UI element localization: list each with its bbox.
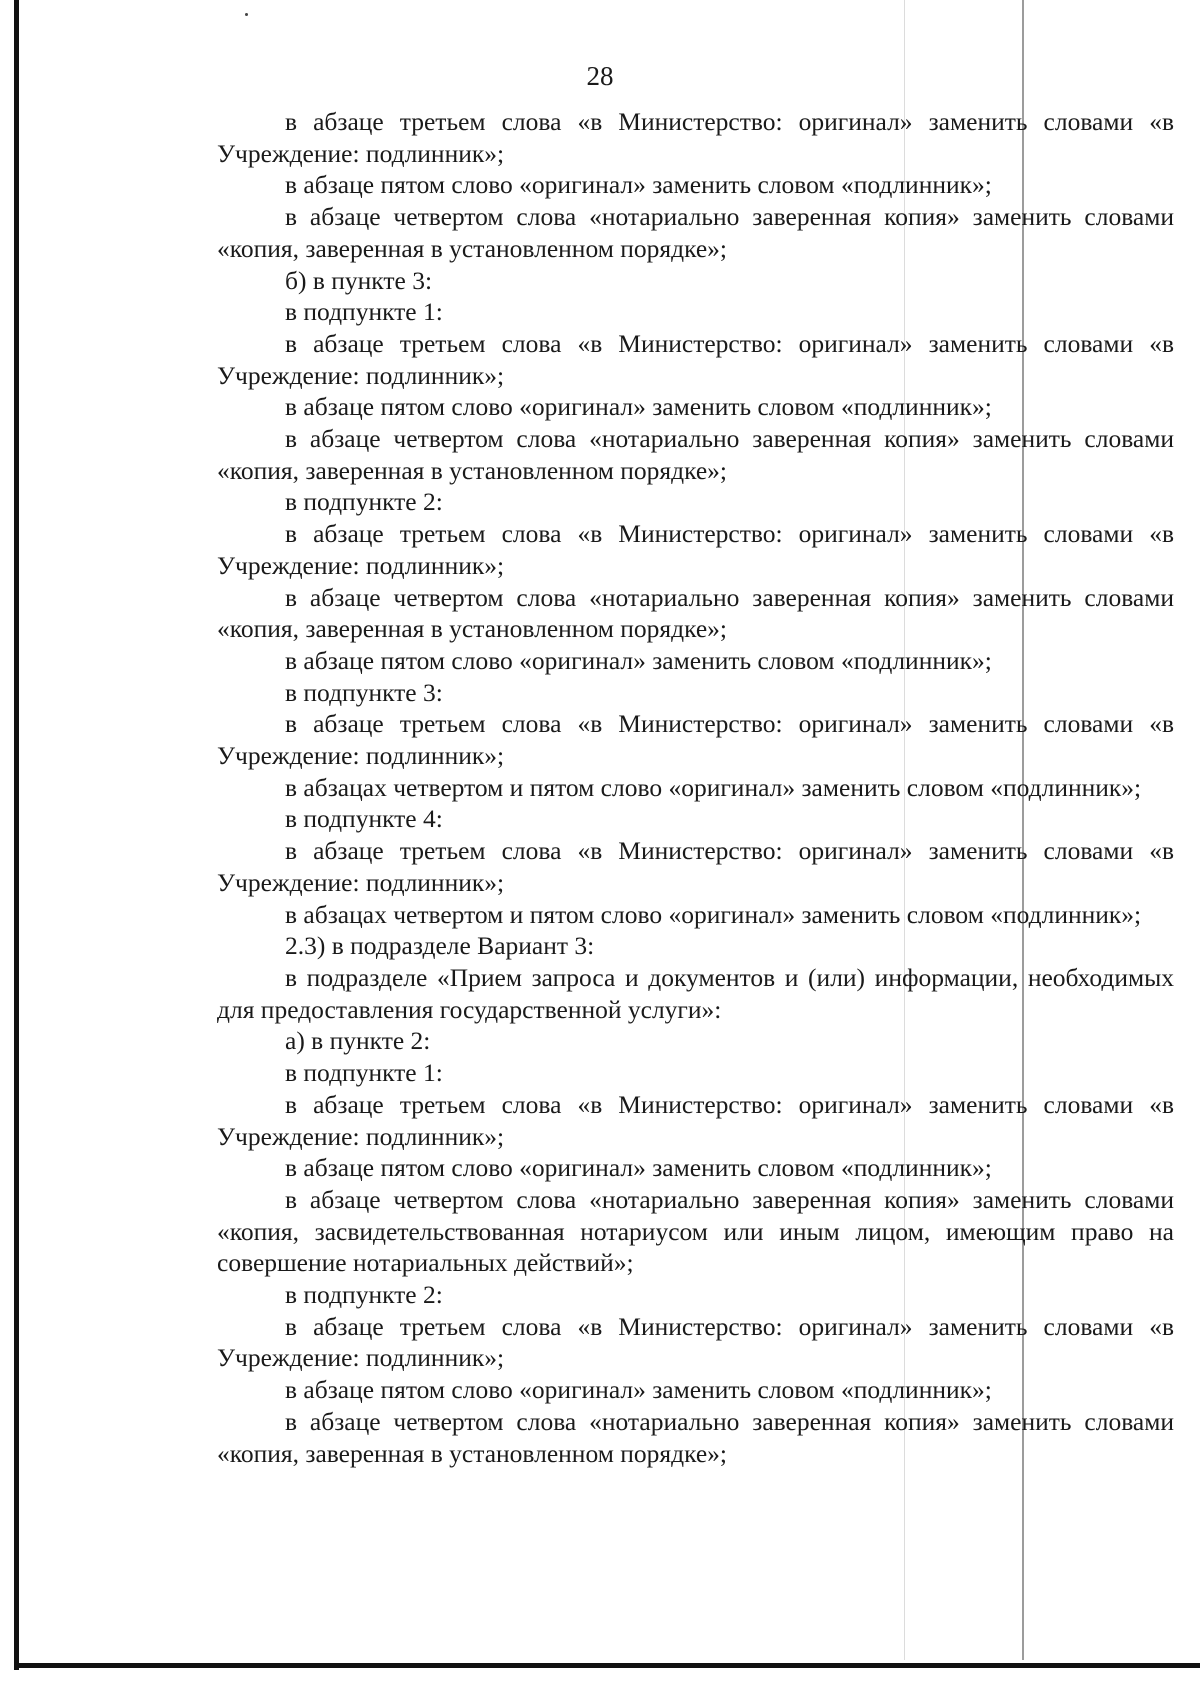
paragraph: в абзаце пятом слово «оригинал» заменить словом «подлинник»;	[285, 645, 992, 675]
paragraph: в абзаце третьем слова «в Министерство: оригинал» заменить словами «в Учреждение: подлинник»;	[217, 1089, 1174, 1151]
paragraph: в подпункте 2:	[285, 487, 443, 517]
paragraph: а) в пункте 2:	[285, 1026, 431, 1056]
paragraph: в подпункте 1:	[285, 1058, 443, 1088]
paragraph: в подпункте 4:	[285, 804, 443, 834]
paragraph: в абзаце четвертом слова «нотариально заверенная копия» заменить словами «копия, заверенная в установленном порядке»;	[217, 582, 1174, 644]
paragraph: в подпункте 3:	[285, 677, 443, 707]
paragraph: в абзаце четвертом слова «нотариально заверенная копия» заменить словами «копия, заверенная в установленном порядке»;	[217, 424, 1174, 485]
paragraph: в абзаце пятом слово «оригинал» заменить словом «подлинник»;	[285, 1375, 992, 1405]
paragraph: в подпункте 2:	[285, 1280, 443, 1310]
paragraph: в абзаце пятом слово «оригинал» заменить словом «подлинник»;	[285, 1153, 992, 1183]
scan-edge-left	[14, 0, 19, 1670]
paragraph: в абзаце пятом слово «оригинал» заменить словом «подлинник»;	[285, 392, 992, 422]
paragraph: в абзацах четвертом и пятом слово «оригинал» заменить словом «подлинник»;	[285, 772, 1142, 802]
paragraph: в абзаце четвертом слова «нотариально заверенная копия» заменить словами «копия, заверенная в установленном порядке»;	[217, 202, 1174, 263]
paragraph: в подразделе «Прием запроса и документов и (или) информации, необходимых для предоставления государственной услуги»:	[217, 962, 1174, 1024]
document-body	[217, 106, 1174, 1469]
paragraph: в подпункте 1:	[285, 297, 443, 327]
scan-edge-bottom	[14, 1663, 1200, 1668]
paragraph: в абзаце третьем слова «в Министерство: оригинал» заменить словами «в Учреждение: подлинник»;	[217, 1311, 1174, 1373]
paragraph: в абзаце третьем слова «в Министерство: оригинал» заменить словами «в Учреждение: подлинник»;	[217, 107, 1174, 168]
page-number: 28	[586, 61, 614, 91]
paragraph: в абзаце третьем слова «в Министерство: оригинал» заменить словами «в Учреждение: подлинник»;	[217, 709, 1174, 771]
paragraph: в абзаце пятом слово «оригинал» заменить словом «подлинник»;	[285, 170, 992, 200]
paragraph: в абзаце третьем слова «в Министерство: оригинал» заменить словами «в Учреждение: подлинник»;	[217, 328, 1174, 390]
scan-speck	[245, 13, 248, 16]
paragraph: в абзацах четвертом и пятом слово «оригинал» заменить словом «подлинник»;	[285, 899, 1142, 929]
paragraph: в абзаце четвертом слова «нотариально заверенная копия» заменить словами «копия, засвидетельствованная нотариусом или иным лицом, имеющим право на совершение нотариальных действий»;	[217, 1184, 1174, 1278]
paragraph: в абзаце третьем слова «в Министерство: оригинал» заменить словами «в Учреждение: подлинник»;	[217, 836, 1174, 897]
paragraph: 2.3) в подразделе Вариант 3:	[285, 931, 595, 961]
paragraph: б) в пункте 3:	[285, 265, 433, 295]
paragraph: в абзаце четвертом слова «нотариально заверенная копия» заменить словами «копия, заверенная в установленном порядке»;	[217, 1406, 1174, 1468]
paragraph: в абзаце третьем слова «в Министерство: оригинал» заменить словами «в Учреждение: подлинник»;	[217, 519, 1174, 580]
